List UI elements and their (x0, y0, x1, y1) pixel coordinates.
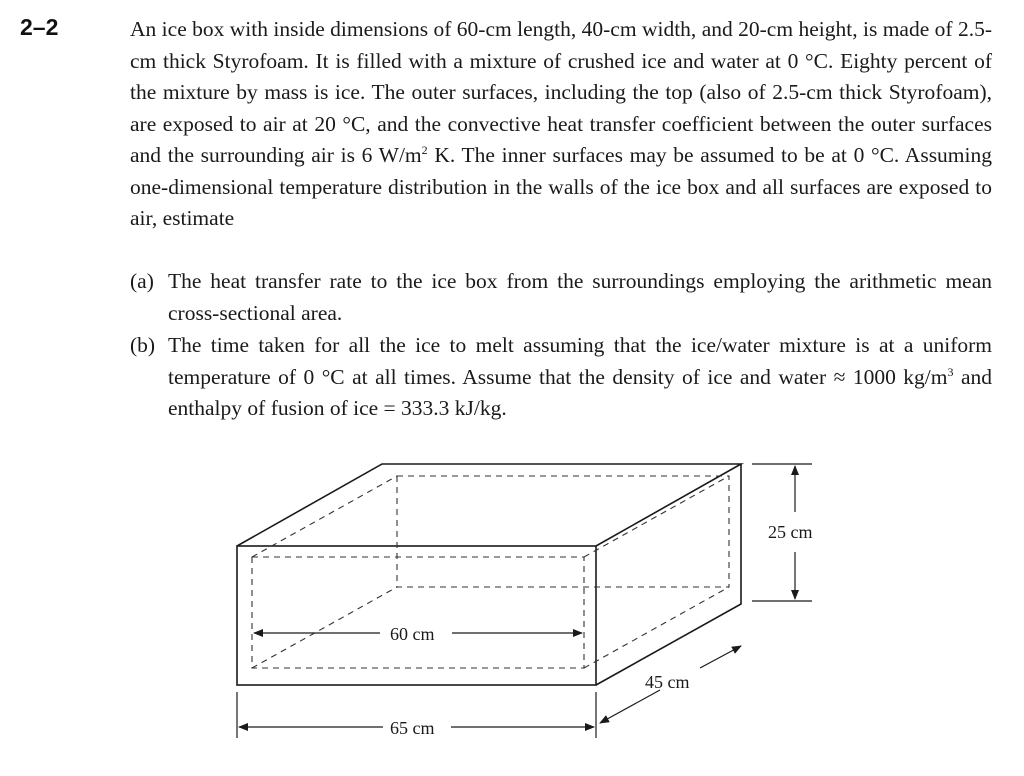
part-b-label: (b) (130, 333, 156, 357)
inner-back-face (397, 476, 729, 587)
inner-length-label: 60 cm (390, 624, 435, 644)
statement-text-1: An ice box with inside dimensions of 60-cm length, 40-cm width, and 20-cm height, is made of 2.5-cm thick Styrofoam. It is filled with a mixture of crushed ice and water at 0 °C. Eighty percent of the mixture by mass is ice. The outer surfaces, including the top (also of 2.5-cm thick Styrofoam), are exposed to air at 20 °C, and the convective heat transfer coefficient between the outer surfaces and the surrounding air is 6 W/m (130, 17, 992, 167)
part-a-text: The heat transfer rate to the ice box from the surroundings employing the arithmetic mean cross-sectional area. (168, 269, 992, 325)
height-label: 25 cm (768, 522, 813, 542)
depth-label: 45 cm (645, 672, 690, 692)
problem-number: 2–2 (20, 14, 59, 40)
outer-front-face (237, 546, 596, 685)
outer-right-face (596, 464, 741, 685)
inner-edge-bottom-left (252, 587, 397, 668)
depth-arrow-lower (600, 690, 660, 723)
outer-length-label: 65 cm (390, 718, 435, 738)
depth-arrow-upper (700, 646, 741, 668)
statement-text-2: K. The inner surfaces may be assumed to be at 0 °C. Assuming one-dimensional temperature distribution in the walls of the ice box and all surfaces are exposed to air, estimate (130, 143, 993, 230)
statement-superscript: 2 (421, 142, 428, 157)
inner-edge-bottom-right (584, 587, 729, 668)
part-b-text-2: and enthalpy of fusion of ice = 333.3 kJ/kg. (168, 364, 992, 420)
outer-box (237, 464, 741, 685)
inner-edge-top-right (584, 476, 729, 557)
part-b-text-1: The time taken for all the ice to melt assuming that the ice/water mixture is at a uniform temperature of 0 °C at all times. Assume that the density of ice and water ≈ 1000 kg/m (168, 333, 992, 389)
part-b-superscript: 3 (947, 364, 954, 379)
inner-box-hidden-lines (252, 476, 729, 668)
part-a-label: (a) (130, 269, 154, 293)
inner-edge-top-left (252, 476, 397, 557)
inner-front-face (252, 557, 584, 668)
